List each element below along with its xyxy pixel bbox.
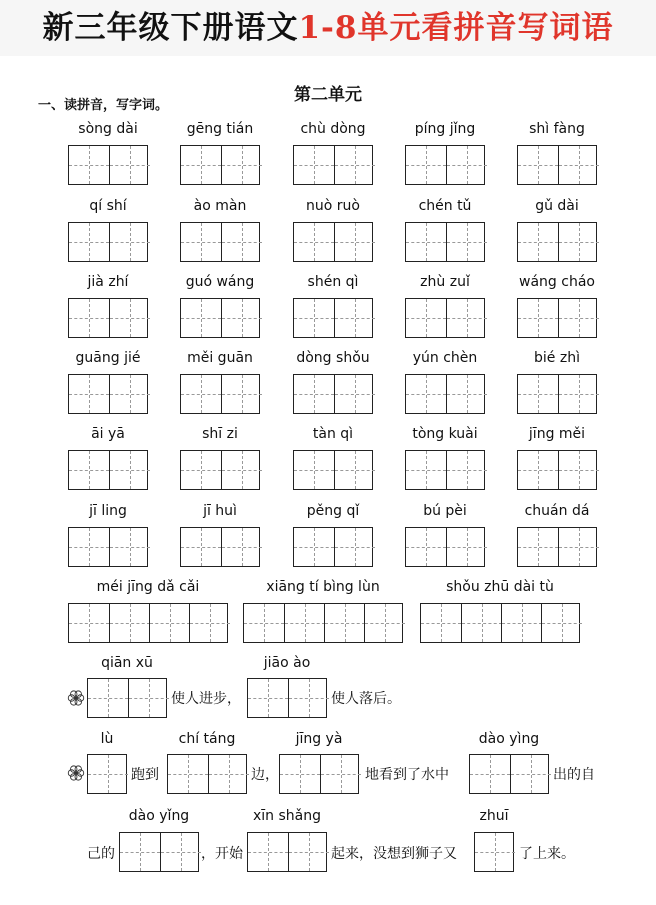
writing-cell[interactable] (128, 679, 169, 717)
writing-grid[interactable] (243, 603, 403, 643)
writing-grid[interactable] (68, 298, 148, 338)
pinyin-label: dào yìng (478, 731, 540, 747)
writing-cell[interactable] (470, 755, 510, 793)
writing-grid[interactable] (293, 222, 373, 262)
writing-grid[interactable] (180, 450, 260, 490)
section-label: 一、读拼音，写字词。 (38, 98, 169, 113)
sentence-text: 使人落后。 (331, 691, 401, 707)
writing-cell[interactable] (69, 451, 109, 489)
writing-cell[interactable] (109, 299, 150, 337)
sentence-text: 己的 (87, 846, 115, 862)
writing-grid[interactable] (119, 832, 199, 872)
writing-cell[interactable] (446, 451, 487, 489)
writing-cell[interactable] (221, 375, 262, 413)
writing-cell[interactable] (320, 755, 361, 793)
flower-icon (67, 764, 85, 782)
writing-cell[interactable] (446, 299, 487, 337)
writing-cell[interactable] (294, 223, 334, 261)
writing-cell[interactable] (446, 528, 487, 566)
pinyin-label: wáng cháo (519, 274, 595, 290)
writing-cell[interactable] (334, 375, 375, 413)
writing-cell[interactable] (181, 451, 221, 489)
writing-cell[interactable] (181, 528, 221, 566)
unit-title: 第二单元 (294, 85, 362, 105)
pinyin-label: guāng jié (75, 350, 141, 366)
writing-grid[interactable] (68, 145, 148, 185)
pinyin-label: ào màn (193, 198, 247, 214)
writing-cell[interactable] (221, 451, 262, 489)
pinyin-label: chén tǔ (418, 198, 472, 214)
writing-cell[interactable] (334, 528, 375, 566)
writing-grid[interactable] (474, 832, 514, 872)
pinyin-label: jīng měi (528, 426, 586, 442)
writing-grid[interactable] (293, 450, 373, 490)
sentence-text: 使人进步， (171, 691, 241, 707)
pinyin-label: bié zhì (534, 350, 580, 366)
page-header (0, 0, 656, 56)
sentence-text: 出的自 (553, 767, 595, 783)
writing-cell[interactable] (558, 146, 599, 184)
pinyin-label: měi guān (187, 350, 253, 366)
writing-cell[interactable] (88, 755, 128, 793)
sentence-text: 了上来。 (519, 846, 575, 862)
writing-cell[interactable] (294, 146, 334, 184)
writing-cell[interactable] (518, 451, 558, 489)
writing-cell[interactable] (518, 146, 558, 184)
writing-grid[interactable] (180, 527, 260, 567)
pinyin-label: dòng shǒu (296, 350, 370, 366)
writing-grid[interactable] (405, 374, 485, 414)
writing-cell[interactable] (334, 299, 375, 337)
writing-cell[interactable] (324, 604, 365, 642)
writing-cell[interactable] (109, 528, 150, 566)
pinyin-label: zhù zuǐ (420, 274, 470, 290)
pinyin-label: āi yā (91, 426, 125, 442)
writing-grid[interactable] (420, 603, 580, 643)
writing-grid[interactable] (517, 145, 597, 185)
writing-grid[interactable] (68, 603, 228, 643)
writing-cell[interactable] (288, 679, 329, 717)
writing-cell[interactable] (69, 604, 109, 642)
pinyin-label: chuán dá (524, 503, 590, 519)
flower-icon (67, 689, 85, 707)
writing-cell[interactable] (518, 223, 558, 261)
pinyin-label: xīn shǎng (252, 808, 321, 824)
writing-cell[interactable] (109, 223, 150, 261)
writing-grid[interactable] (68, 222, 148, 262)
writing-cell[interactable] (221, 223, 262, 261)
writing-grid[interactable] (405, 145, 485, 185)
writing-grid[interactable] (68, 450, 148, 490)
pinyin-label: shén qì (307, 274, 359, 290)
pinyin-label: yún chèn (412, 350, 478, 366)
sentence-text: ，开始 (201, 846, 243, 862)
writing-grid[interactable] (247, 832, 327, 872)
writing-grid[interactable] (167, 754, 247, 794)
writing-cell[interactable] (181, 375, 221, 413)
writing-grid[interactable] (517, 527, 597, 567)
writing-cell[interactable] (518, 299, 558, 337)
writing-grid[interactable] (405, 222, 485, 262)
writing-cell[interactable] (221, 299, 262, 337)
pinyin-label: gēng tián (186, 121, 254, 137)
pinyin-label: jīng yà (295, 731, 343, 747)
sentence-text: 跑到 (131, 767, 159, 783)
writing-cell[interactable] (501, 604, 542, 642)
writing-grid[interactable] (180, 145, 260, 185)
pinyin-label: shī zi (202, 426, 238, 442)
writing-cell[interactable] (541, 604, 582, 642)
writing-cell[interactable] (181, 146, 221, 184)
writing-cell[interactable] (244, 604, 284, 642)
pinyin-label: bú pèi (423, 503, 467, 519)
writing-cell[interactable] (294, 299, 334, 337)
pinyin-label: guó wáng (185, 274, 255, 290)
writing-cell[interactable] (406, 299, 446, 337)
pinyin-label: jī huì (203, 503, 237, 519)
writing-cell[interactable] (181, 223, 221, 261)
writing-cell[interactable] (518, 375, 558, 413)
writing-cell[interactable] (558, 451, 599, 489)
writing-cell[interactable] (518, 528, 558, 566)
writing-cell[interactable] (475, 833, 515, 871)
writing-grid[interactable] (405, 527, 485, 567)
pinyin-label: qí shí (89, 198, 127, 214)
writing-cell[interactable] (364, 604, 405, 642)
pinyin-label: xiāng tí bìng lùn (266, 579, 380, 595)
writing-grid[interactable] (247, 678, 327, 718)
writing-cell[interactable] (69, 375, 109, 413)
pinyin-label: pěng qǐ (306, 503, 360, 519)
writing-cell[interactable] (510, 755, 551, 793)
writing-cell[interactable] (280, 755, 320, 793)
writing-cell[interactable] (221, 146, 262, 184)
writing-cell[interactable] (69, 146, 109, 184)
writing-cell[interactable] (248, 679, 288, 717)
writing-cell[interactable] (558, 223, 599, 261)
writing-cell[interactable] (334, 451, 375, 489)
writing-cell[interactable] (189, 604, 230, 642)
pinyin-label: gǔ dài (535, 198, 579, 214)
pinyin-label: jià zhí (87, 274, 129, 290)
writing-cell[interactable] (406, 146, 446, 184)
pinyin-label: sòng dài (78, 121, 138, 137)
pinyin-label: tòng kuài (412, 426, 478, 442)
writing-grid[interactable] (68, 527, 148, 567)
pinyin-label: nuò ruò (306, 198, 360, 214)
writing-grid[interactable] (87, 678, 167, 718)
writing-cell[interactable] (558, 528, 599, 566)
pinyin-label: jiāo ào (263, 655, 311, 671)
writing-cell[interactable] (294, 451, 334, 489)
writing-cell[interactable] (558, 375, 599, 413)
writing-cell[interactable] (160, 833, 201, 871)
header-title-red: 1-8单元看拼音写词语 (298, 10, 614, 46)
writing-cell[interactable] (284, 604, 325, 642)
writing-grid[interactable] (180, 222, 260, 262)
writing-cell[interactable] (294, 375, 334, 413)
writing-grid[interactable] (293, 145, 373, 185)
pinyin-label: jī ling (89, 503, 127, 519)
writing-cell[interactable] (248, 833, 288, 871)
writing-grid[interactable] (517, 450, 597, 490)
writing-cell[interactable] (109, 604, 150, 642)
writing-cell[interactable] (168, 755, 208, 793)
writing-cell[interactable] (69, 528, 109, 566)
pinyin-label: qiān xū (101, 655, 153, 671)
writing-cell[interactable] (406, 375, 446, 413)
writing-grid[interactable] (68, 374, 148, 414)
pinyin-label: lù (100, 731, 114, 747)
writing-cell[interactable] (446, 146, 487, 184)
writing-cell[interactable] (109, 375, 150, 413)
writing-cell[interactable] (88, 679, 128, 717)
header-title-black: 新三年级下册语文 (42, 10, 299, 46)
writing-grid[interactable] (517, 374, 597, 414)
writing-grid[interactable] (469, 754, 549, 794)
writing-grid[interactable] (279, 754, 359, 794)
writing-cell[interactable] (69, 223, 109, 261)
writing-cell[interactable] (69, 299, 109, 337)
writing-grid[interactable] (405, 298, 485, 338)
sentence-text: 边， (251, 767, 279, 783)
writing-grid[interactable] (405, 450, 485, 490)
writing-cell[interactable] (406, 528, 446, 566)
writing-cell[interactable] (334, 146, 375, 184)
writing-grid[interactable] (180, 298, 260, 338)
writing-cell[interactable] (461, 604, 502, 642)
writing-cell[interactable] (288, 833, 329, 871)
pinyin-label: shì fàng (529, 121, 585, 137)
writing-cell[interactable] (406, 451, 446, 489)
writing-grid[interactable] (293, 374, 373, 414)
writing-grid[interactable] (180, 374, 260, 414)
writing-grid[interactable] (87, 754, 127, 794)
writing-cell[interactable] (221, 528, 262, 566)
pinyin-label: chí táng (178, 731, 236, 747)
pinyin-label: chù dòng (300, 121, 366, 137)
writing-grid[interactable] (517, 222, 597, 262)
pinyin-label: dào yǐng (128, 808, 190, 824)
writing-cell[interactable] (294, 528, 334, 566)
pinyin-label: zhuī (479, 808, 509, 824)
writing-cell[interactable] (181, 299, 221, 337)
writing-cell[interactable] (406, 223, 446, 261)
writing-cell[interactable] (446, 223, 487, 261)
writing-cell[interactable] (334, 223, 375, 261)
writing-grid[interactable] (517, 298, 597, 338)
writing-cell[interactable] (446, 375, 487, 413)
writing-cell[interactable] (208, 755, 249, 793)
sentence-text: 地看到了水中 (365, 767, 449, 783)
writing-cell[interactable] (109, 451, 150, 489)
sentence-text: 起来，没想到狮子又 (331, 846, 457, 862)
pinyin-label: méi jīng dǎ cǎi (96, 579, 200, 595)
writing-grid[interactable] (293, 527, 373, 567)
writing-grid[interactable] (293, 298, 373, 338)
writing-cell[interactable] (421, 604, 461, 642)
writing-cell[interactable] (120, 833, 160, 871)
pinyin-label: shǒu zhū dài tù (446, 579, 554, 595)
pinyin-label: píng jǐng (414, 121, 476, 137)
pinyin-label: tàn qì (312, 426, 354, 442)
writing-cell[interactable] (109, 146, 150, 184)
writing-cell[interactable] (558, 299, 599, 337)
writing-cell[interactable] (149, 604, 190, 642)
